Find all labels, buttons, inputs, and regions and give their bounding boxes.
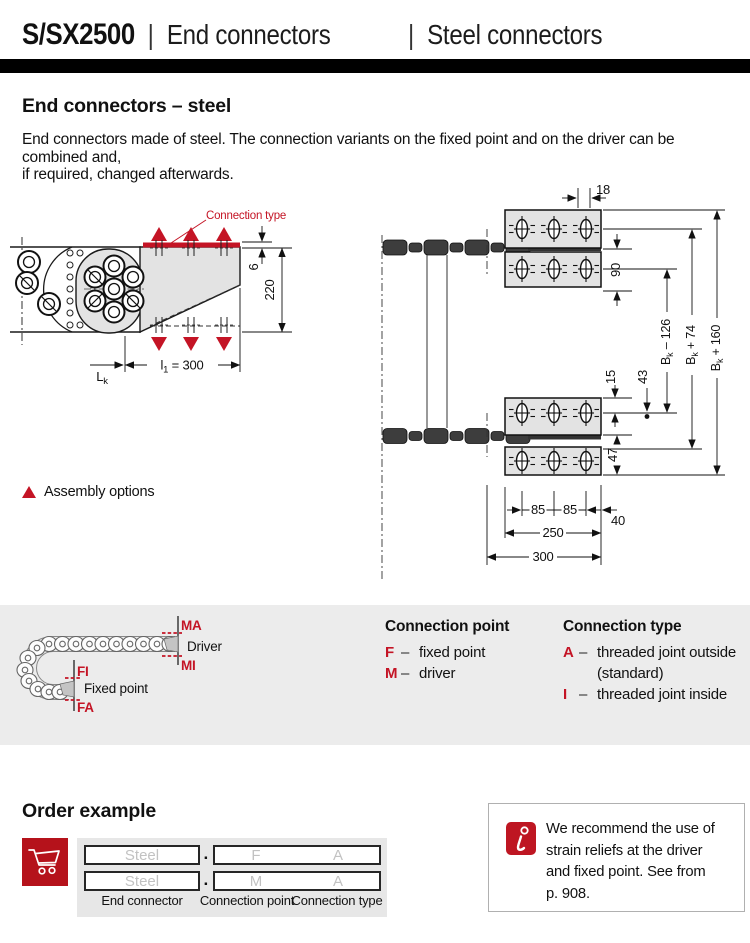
cart-icon bbox=[22, 838, 68, 886]
info-line-4: p. 908. bbox=[546, 885, 590, 902]
connection-point-legend bbox=[385, 618, 509, 684]
order-code-field-2 bbox=[213, 871, 381, 891]
legend-row bbox=[563, 642, 736, 684]
intro-paragraph bbox=[22, 131, 732, 184]
dim-85-left-label: 85 bbox=[530, 502, 546, 517]
assembly-note-label: Assembly options bbox=[44, 484, 155, 500]
connection-point-title: Connection point bbox=[385, 618, 510, 635]
assembly-triangles-bottom bbox=[151, 337, 232, 351]
info-line-3: and fixed point. See from bbox=[546, 864, 706, 880]
header-separator-2: | bbox=[407, 19, 415, 50]
order-type-1: A bbox=[332, 846, 343, 864]
header-separator: | bbox=[147, 19, 154, 50]
order-code-field-1 bbox=[213, 845, 381, 865]
order-panel bbox=[77, 838, 387, 917]
dash: – bbox=[401, 644, 410, 661]
code-f-label: fixed point bbox=[419, 644, 486, 661]
header-divider-bar bbox=[0, 59, 750, 73]
legend-row bbox=[385, 642, 509, 663]
info-box bbox=[488, 803, 745, 912]
intro-line-2: if required, changed afterwards. bbox=[22, 166, 234, 183]
connection-type-label: Connection type bbox=[206, 210, 287, 222]
order-point-1: F bbox=[251, 846, 261, 864]
order-type-2: A bbox=[332, 872, 343, 890]
dash: – bbox=[579, 644, 588, 661]
dim-18-label: 18 bbox=[596, 185, 611, 197]
legend-row bbox=[385, 663, 509, 684]
dim-40-label: 40 bbox=[610, 513, 626, 528]
dim-90-label: 90 bbox=[608, 262, 623, 278]
code-f: F bbox=[385, 644, 394, 661]
code-a-label-line2: (standard) bbox=[597, 665, 664, 682]
intro-line-1: End connectors made of steel. The connection variants on the fixed point and on the driver can be combined and, bbox=[22, 131, 675, 166]
connection-point-column-label: Connection point bbox=[199, 893, 295, 908]
dim-6-label: 6 bbox=[246, 263, 261, 271]
side-view-drawing bbox=[10, 195, 295, 390]
code-m-label: driver bbox=[419, 665, 456, 682]
code-a-label bbox=[597, 642, 736, 684]
dash: – bbox=[579, 686, 588, 703]
code-i: I bbox=[563, 686, 567, 703]
order-dot-1: . bbox=[203, 844, 209, 863]
order-example-title: Order example bbox=[22, 800, 156, 822]
chain-schematic bbox=[15, 608, 245, 733]
dim-bk-plus-74-label: $B_k + 74$ bbox=[684, 325, 700, 365]
end-connector-column-label: End connector bbox=[101, 893, 183, 908]
label-fixed-point: Fixed point bbox=[84, 681, 148, 696]
order-point-2: M bbox=[249, 872, 263, 890]
section-title: End connectors – steel bbox=[22, 95, 232, 117]
order-material-field-1: Steel bbox=[84, 845, 200, 865]
product-code: S/SX2500 bbox=[22, 18, 135, 51]
dim-220-label: 220 bbox=[262, 279, 277, 301]
label-fa: FA bbox=[77, 700, 94, 715]
info-line-1: We recommend the use of bbox=[546, 821, 715, 837]
label-ma: MA bbox=[181, 618, 202, 633]
code-m: M bbox=[385, 665, 398, 682]
dim-47-label: 47 bbox=[605, 447, 620, 463]
dim-85-right-label: 85 bbox=[562, 502, 578, 517]
info-icon bbox=[506, 822, 536, 856]
order-dot-2: . bbox=[203, 870, 209, 889]
label-driver: Driver bbox=[187, 639, 222, 654]
dim-l1-label: $l_1 = 300$ bbox=[160, 357, 204, 376]
label-mi: MI bbox=[181, 658, 196, 673]
cart-icon-box bbox=[22, 838, 68, 886]
dim-250-label: 250 bbox=[542, 525, 564, 540]
top-view-drawing bbox=[370, 185, 750, 585]
header-section: End connectors bbox=[166, 19, 331, 50]
dim-lk-label: $L_k$ bbox=[96, 369, 108, 387]
dim-bk-minus-126-label: $B_k - 126$ bbox=[659, 318, 675, 366]
info-line-2: strain reliefs at the driver bbox=[546, 842, 703, 859]
dim-15-label: 15 bbox=[603, 369, 618, 385]
connection-strip bbox=[143, 243, 240, 248]
red-triangle-icon bbox=[22, 486, 36, 498]
code-a: A bbox=[563, 644, 574, 661]
assembly-note bbox=[22, 484, 154, 500]
dash: – bbox=[401, 665, 410, 682]
order-material-field-2: Steel bbox=[84, 871, 200, 891]
connection-type-column-label: Connection type bbox=[291, 893, 383, 908]
driver-connector-marker bbox=[162, 616, 182, 665]
connector-plate bbox=[76, 247, 240, 333]
dim-43-label: 43 bbox=[635, 369, 650, 385]
connection-type-leader bbox=[168, 220, 206, 245]
connection-type-title: Connection type bbox=[563, 618, 682, 635]
header-subsection: Steel connectors bbox=[427, 19, 603, 50]
page-header bbox=[22, 18, 602, 52]
code-i-label: threaded joint inside bbox=[597, 686, 728, 703]
dim-300-label: 300 bbox=[532, 549, 554, 564]
legend-row bbox=[563, 684, 736, 705]
code-a-label-line1: threaded joint outside bbox=[597, 644, 737, 661]
connection-type-legend bbox=[563, 618, 736, 705]
info-text bbox=[546, 819, 738, 905]
dim-bk-plus-160-label: $B_k + 160$ bbox=[709, 324, 725, 372]
label-fi: FI bbox=[77, 664, 89, 679]
